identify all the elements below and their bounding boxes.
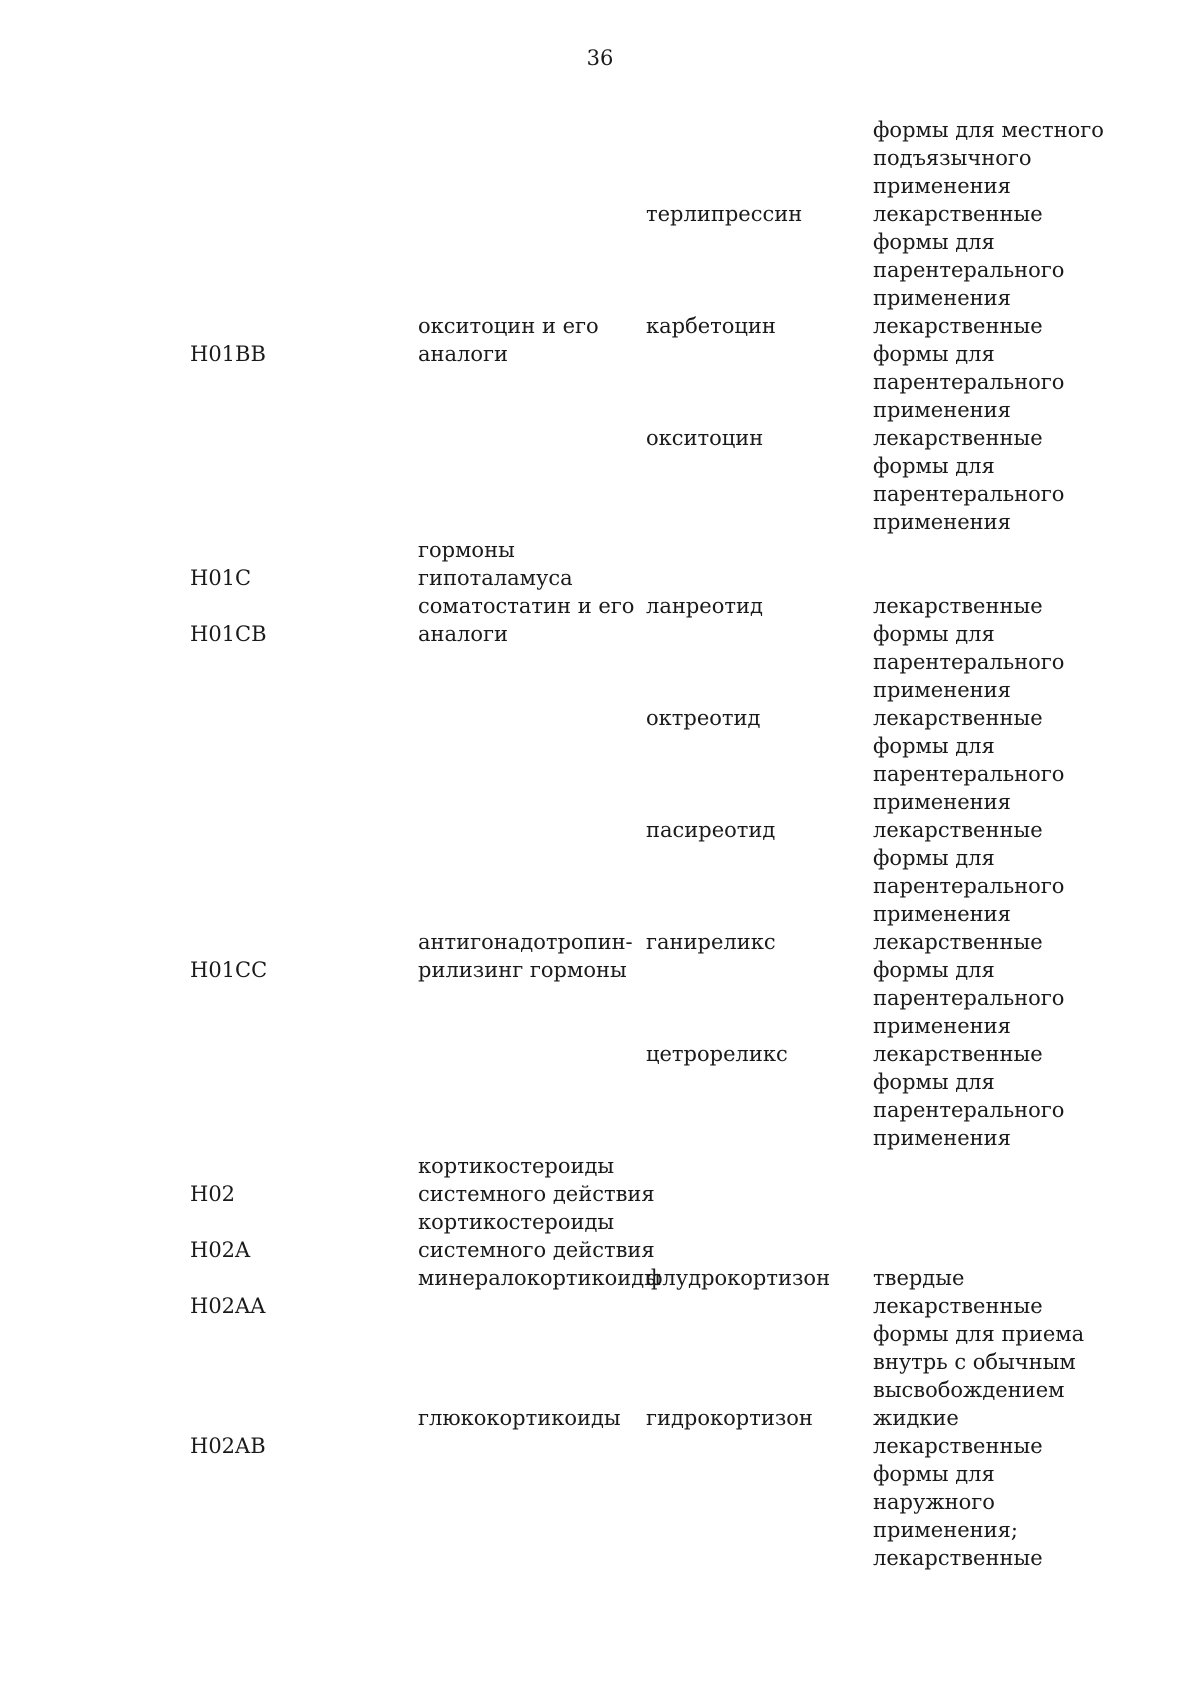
- drug-name-cell: октреотид: [646, 706, 761, 730]
- dosage-form-cell: лекарственные формы для парентерального применения: [873, 426, 1065, 534]
- atc-code-cell: H01CC: [190, 958, 268, 982]
- page-number: 36: [586, 46, 614, 70]
- drug-name-cell: терлипрессин: [646, 202, 803, 226]
- dosage-form-cell: твердые лекарственные формы для приема внутрь с обычным высвобождением: [873, 1266, 1085, 1402]
- atc-code-cell: H01C: [190, 566, 252, 590]
- dosage-form-cell: лекарственные формы для парентерального применения: [873, 930, 1065, 1038]
- drug-name-cell: карбетоцин: [646, 314, 776, 338]
- dosage-form-cell: лекарственные формы для парентерального применения: [873, 314, 1065, 422]
- dosage-form-cell: лекарственные формы для парентерального применения: [873, 1042, 1065, 1150]
- group-name-cell: окситоцин и его аналоги: [418, 314, 599, 366]
- dosage-form-cell: жидкие лекарственные формы для наружного применения; лекарственные: [873, 1406, 1043, 1570]
- atc-code-cell: H02A: [190, 1238, 251, 1262]
- group-name-cell: кортикостероиды системного действия: [418, 1210, 655, 1262]
- atc-code-cell: H01CB: [190, 622, 267, 646]
- drug-name-cell: пасиреотид: [646, 818, 776, 842]
- drug-name-cell: ланреотид: [646, 594, 763, 618]
- drug-name-cell: гидрокортизон: [646, 1406, 813, 1430]
- group-name-cell: антигонадотропин- рилизинг гормоны: [418, 930, 633, 982]
- drug-name-cell: окситоцин: [646, 426, 764, 450]
- group-name-cell: кортикостероиды системного действия: [418, 1154, 655, 1206]
- drug-name-cell: флудрокортизон: [646, 1266, 831, 1290]
- atc-code-cell: H02AA: [190, 1294, 266, 1318]
- dosage-form-cell: лекарственные формы для парентерального применения: [873, 202, 1065, 310]
- group-name-cell: глюкокортикоиды: [418, 1406, 621, 1430]
- dosage-form-cell: лекарственные формы для парентерального применения: [873, 594, 1065, 702]
- dosage-form-cell: лекарственные формы для парентерального применения: [873, 818, 1065, 926]
- drug-name-cell: ганиреликс: [646, 930, 776, 954]
- group-name-cell: минералокортикоиды: [418, 1266, 661, 1290]
- group-name-cell: гормоны гипоталамуса: [418, 538, 573, 590]
- atc-code-cell: H02AB: [190, 1434, 266, 1458]
- dosage-form-cell: формы для местного подъязычного применения: [873, 118, 1104, 198]
- drug-name-cell: цетрореликс: [646, 1042, 788, 1066]
- atc-code-cell: H01BB: [190, 342, 266, 366]
- group-name-cell: соматостатин и его аналоги: [418, 594, 635, 646]
- atc-code-cell: H02: [190, 1182, 236, 1206]
- dosage-form-cell: лекарственные формы для парентерального применения: [873, 706, 1065, 814]
